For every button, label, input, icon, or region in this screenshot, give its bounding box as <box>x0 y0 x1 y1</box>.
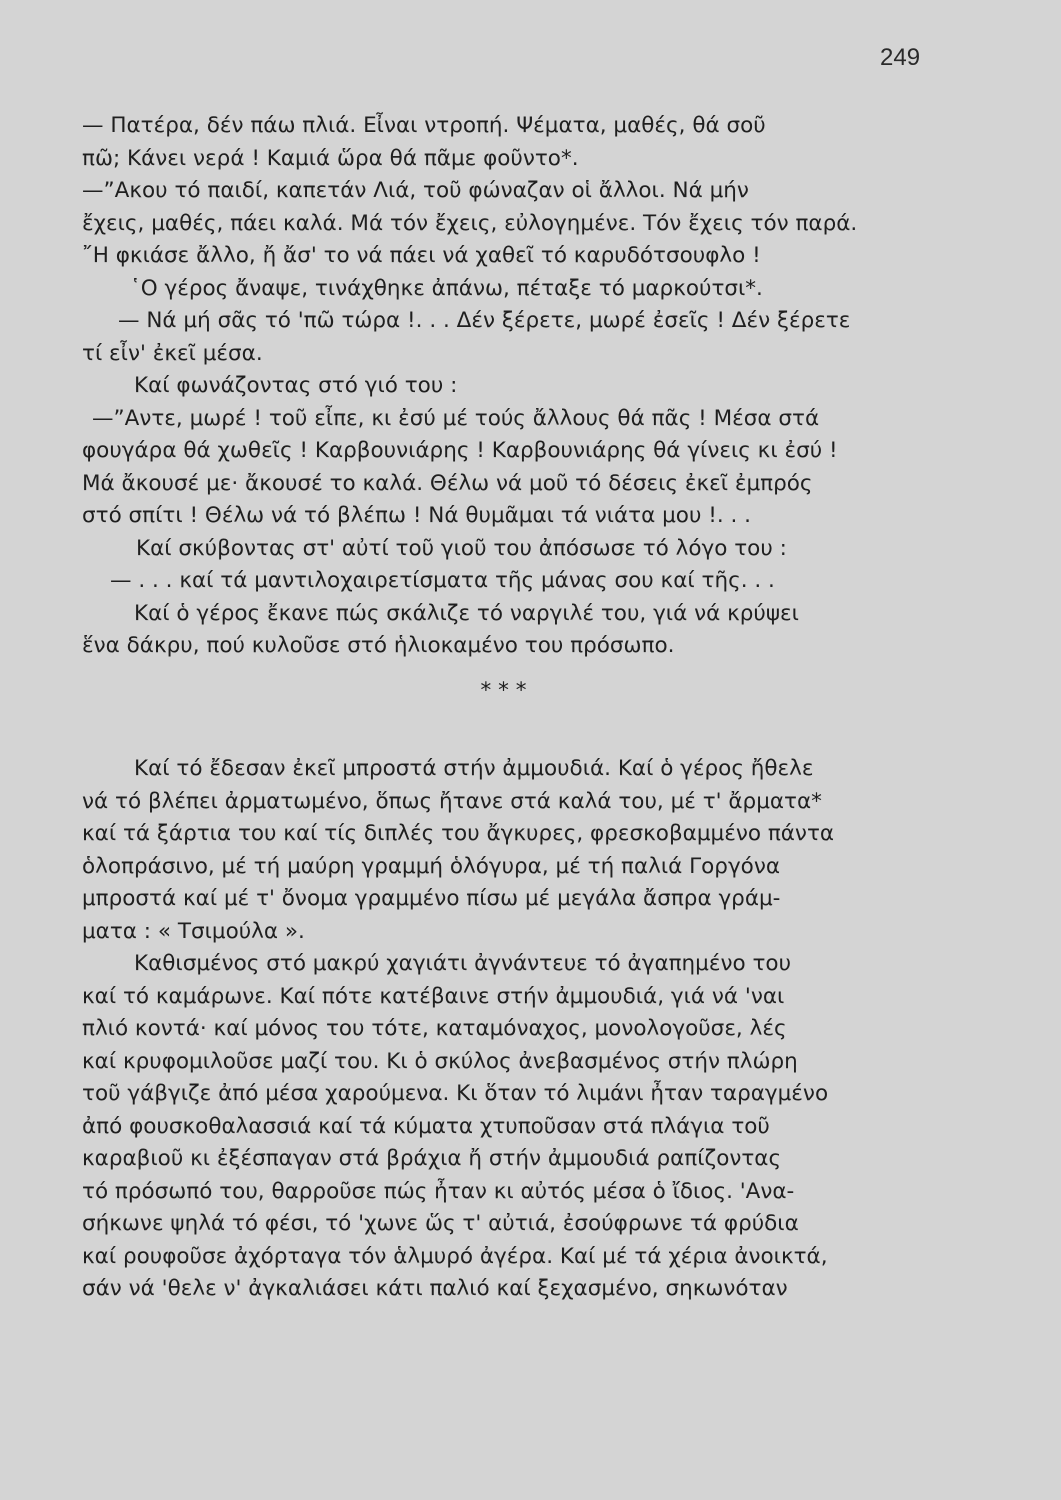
section-separator: * * * <box>480 677 527 703</box>
text-line: μπροστά καί μέ τ' ὄνομα γραμμένο πίσω μέ μεγάλα ἄσπρα γράμ- <box>82 886 781 911</box>
text-line: Μά ἄκουσέ με· ἄκουσέ το καλά. Θέλω νά μοῦ τό δέσεις ἐκεῖ ἐμπρός <box>82 470 813 496</box>
text-line: ὁλοπράσινο, μέ τή μαύρη γραμμή ὁλόγυρα, μέ τή παλιά Γοργόνα <box>82 853 781 879</box>
text-line: καί τά ξάρτια του καί τίς διπλές του ἄγκυρες, φρεσκοβαμμένο πάντα <box>82 821 835 846</box>
text-line: νά τό βλέπει ἀρματωμένο, ὅπως ἤτανε στά καλά του, μέ τ' ἄρματα* <box>82 788 822 814</box>
text-line: ῾Ο γέρος ἄναψε, τινάχθηκε ἀπάνω, πέταξε τό μαρκούτσι*. <box>130 275 763 301</box>
text-line: — Νά μή σᾶς τό 'πῶ τώρα !. . . Δέν ξέρετε, μωρέ ἐσεῖς ! Δέν ξέρετε <box>118 308 851 333</box>
text-line: Καί σκύβοντας στ' αὐτί τοῦ γιοῦ του ἀπόσωσε τό λόγο του : <box>136 535 787 561</box>
text-line: σήκωνε ψηλά τό φέσι, τό 'χωνε ὥς τ' αὐτιά, ἐσούφρωνε τά φρύδια <box>82 1211 799 1236</box>
text-line: ματα : « Τσιμούλα ». <box>82 918 305 944</box>
text-line: τοῦ γάβγιζε ἀπό μέσα χαρούμενα. Κι ὅταν τό λιμάνι ἦταν ταραγμένο <box>82 1081 829 1106</box>
text-line: Καθισμένος στό μακρύ χαγιάτι ἀγνάντευε τό ἀγαπημένο του <box>134 951 792 976</box>
text-line: ἀπό φουσκοθαλασσιά καί τά κύματα χτυποῦσαν στά πλάγια τοῦ <box>82 1113 770 1139</box>
text-line: καί τό καμάρωνε. Καί πότε κατέβαινε στήν ἀμμουδιά, γιά νά 'ναι <box>82 983 785 1009</box>
text-line: φουγάρα θά χωθεῖς ! Καρβουνιάρης ! Καρβουνιάρης θά γίνεις κι ἐσύ ! <box>82 438 838 463</box>
text-line: —”Ακου τό παιδί, καπετάν Λιά, τοῦ φώναζαν οἱ ἄλλοι. Νά μήν <box>82 178 749 203</box>
text-line: καί ρουφοῦσε ἀχόρταγα τόν ἁλμυρό ἀγέρα. Καί μέ τά χέρια ἀνοικτά, <box>82 1243 828 1269</box>
text-line: — . . . καί τά μαντιλοχαιρετίσματα τῆς μάνας σου καί τῆς. . . <box>110 568 775 593</box>
text-line: Καί φωνάζοντας στό γιό του : <box>134 373 458 398</box>
body-text <box>82 110 925 1306</box>
text-line: πλιό κοντά· καί μόνος του τότε, καταμόναχος, μονολογοῦσε, λές <box>82 1016 787 1041</box>
text-line: Καί τό ἔδεσαν ἐκεῖ μπροστά στήν ἀμμουδιά. Καί ὁ γέρος ἤθελε <box>134 756 814 781</box>
text-line: σάν νά 'θελε ν' ἀγκαλιάσει κάτι παλιό καί ξεχασμένο, σηκωνόταν <box>82 1276 788 1301</box>
text-line: πῶ; Κάνει νερά ! Καμιά ὥρα θά πᾶμε φοῦντο*. <box>82 145 579 171</box>
text-line: καί κρυφομιλοῦσε μαζί του. Κι ὁ σκύλος ἀνεβασμένος στήν πλώρη <box>82 1048 798 1074</box>
text-line: Καί ὁ γέρος ἔκανε πώς σκάλιζε τό ναργιλέ του, γιά νά κρύψει <box>134 600 799 626</box>
text-line: — Πατέρα, δέν πάω πλιά. Εἶναι ντροπή. Ψέματα, μαθές, θά σοῦ <box>82 113 766 138</box>
text-line: ἕνα δάκρυ, πού κυλοῦσε στό ἡλιοκαμένο του πρόσωπο. <box>82 633 675 658</box>
text-line: —”Αντε, μωρέ ! τοῦ εἶπε, κι ἐσύ μέ τούς ἄλλους θά πᾶς ! Μέσα στά <box>92 405 820 431</box>
text-line: στό σπίτι ! Θέλω νά τό βλέπω ! Νά θυμᾶμαι τά νιάτα μου !. . . <box>82 503 752 528</box>
text-line: καραβιοῦ κι ἐξέσπαγαν στά βράχια ἤ στήν ἀμμουδιά ραπίζοντας <box>82 1146 782 1171</box>
text-line: ῎Η φκιάσε ἄλλο, ἤ ἄσ' το νά πάει νά χαθεῖ τό καρυδότσουφλο ! <box>82 243 761 268</box>
text-line: τό πρόσωπό του, θαρροῦσε πώς ἦταν κι αὐτός μέσα ὁ ἴδιος. 'Ανα- <box>82 1178 795 1204</box>
text-line: τί εἶν' ἐκεῖ μέσα. <box>82 340 263 366</box>
page-number: 249 <box>880 44 921 71</box>
text-line: ἔχεις, μαθές, πάει καλά. Μά τόν ἔχεις, εὐλογημένε. Τόν ἔχεις τόν παρά. <box>82 210 858 236</box>
